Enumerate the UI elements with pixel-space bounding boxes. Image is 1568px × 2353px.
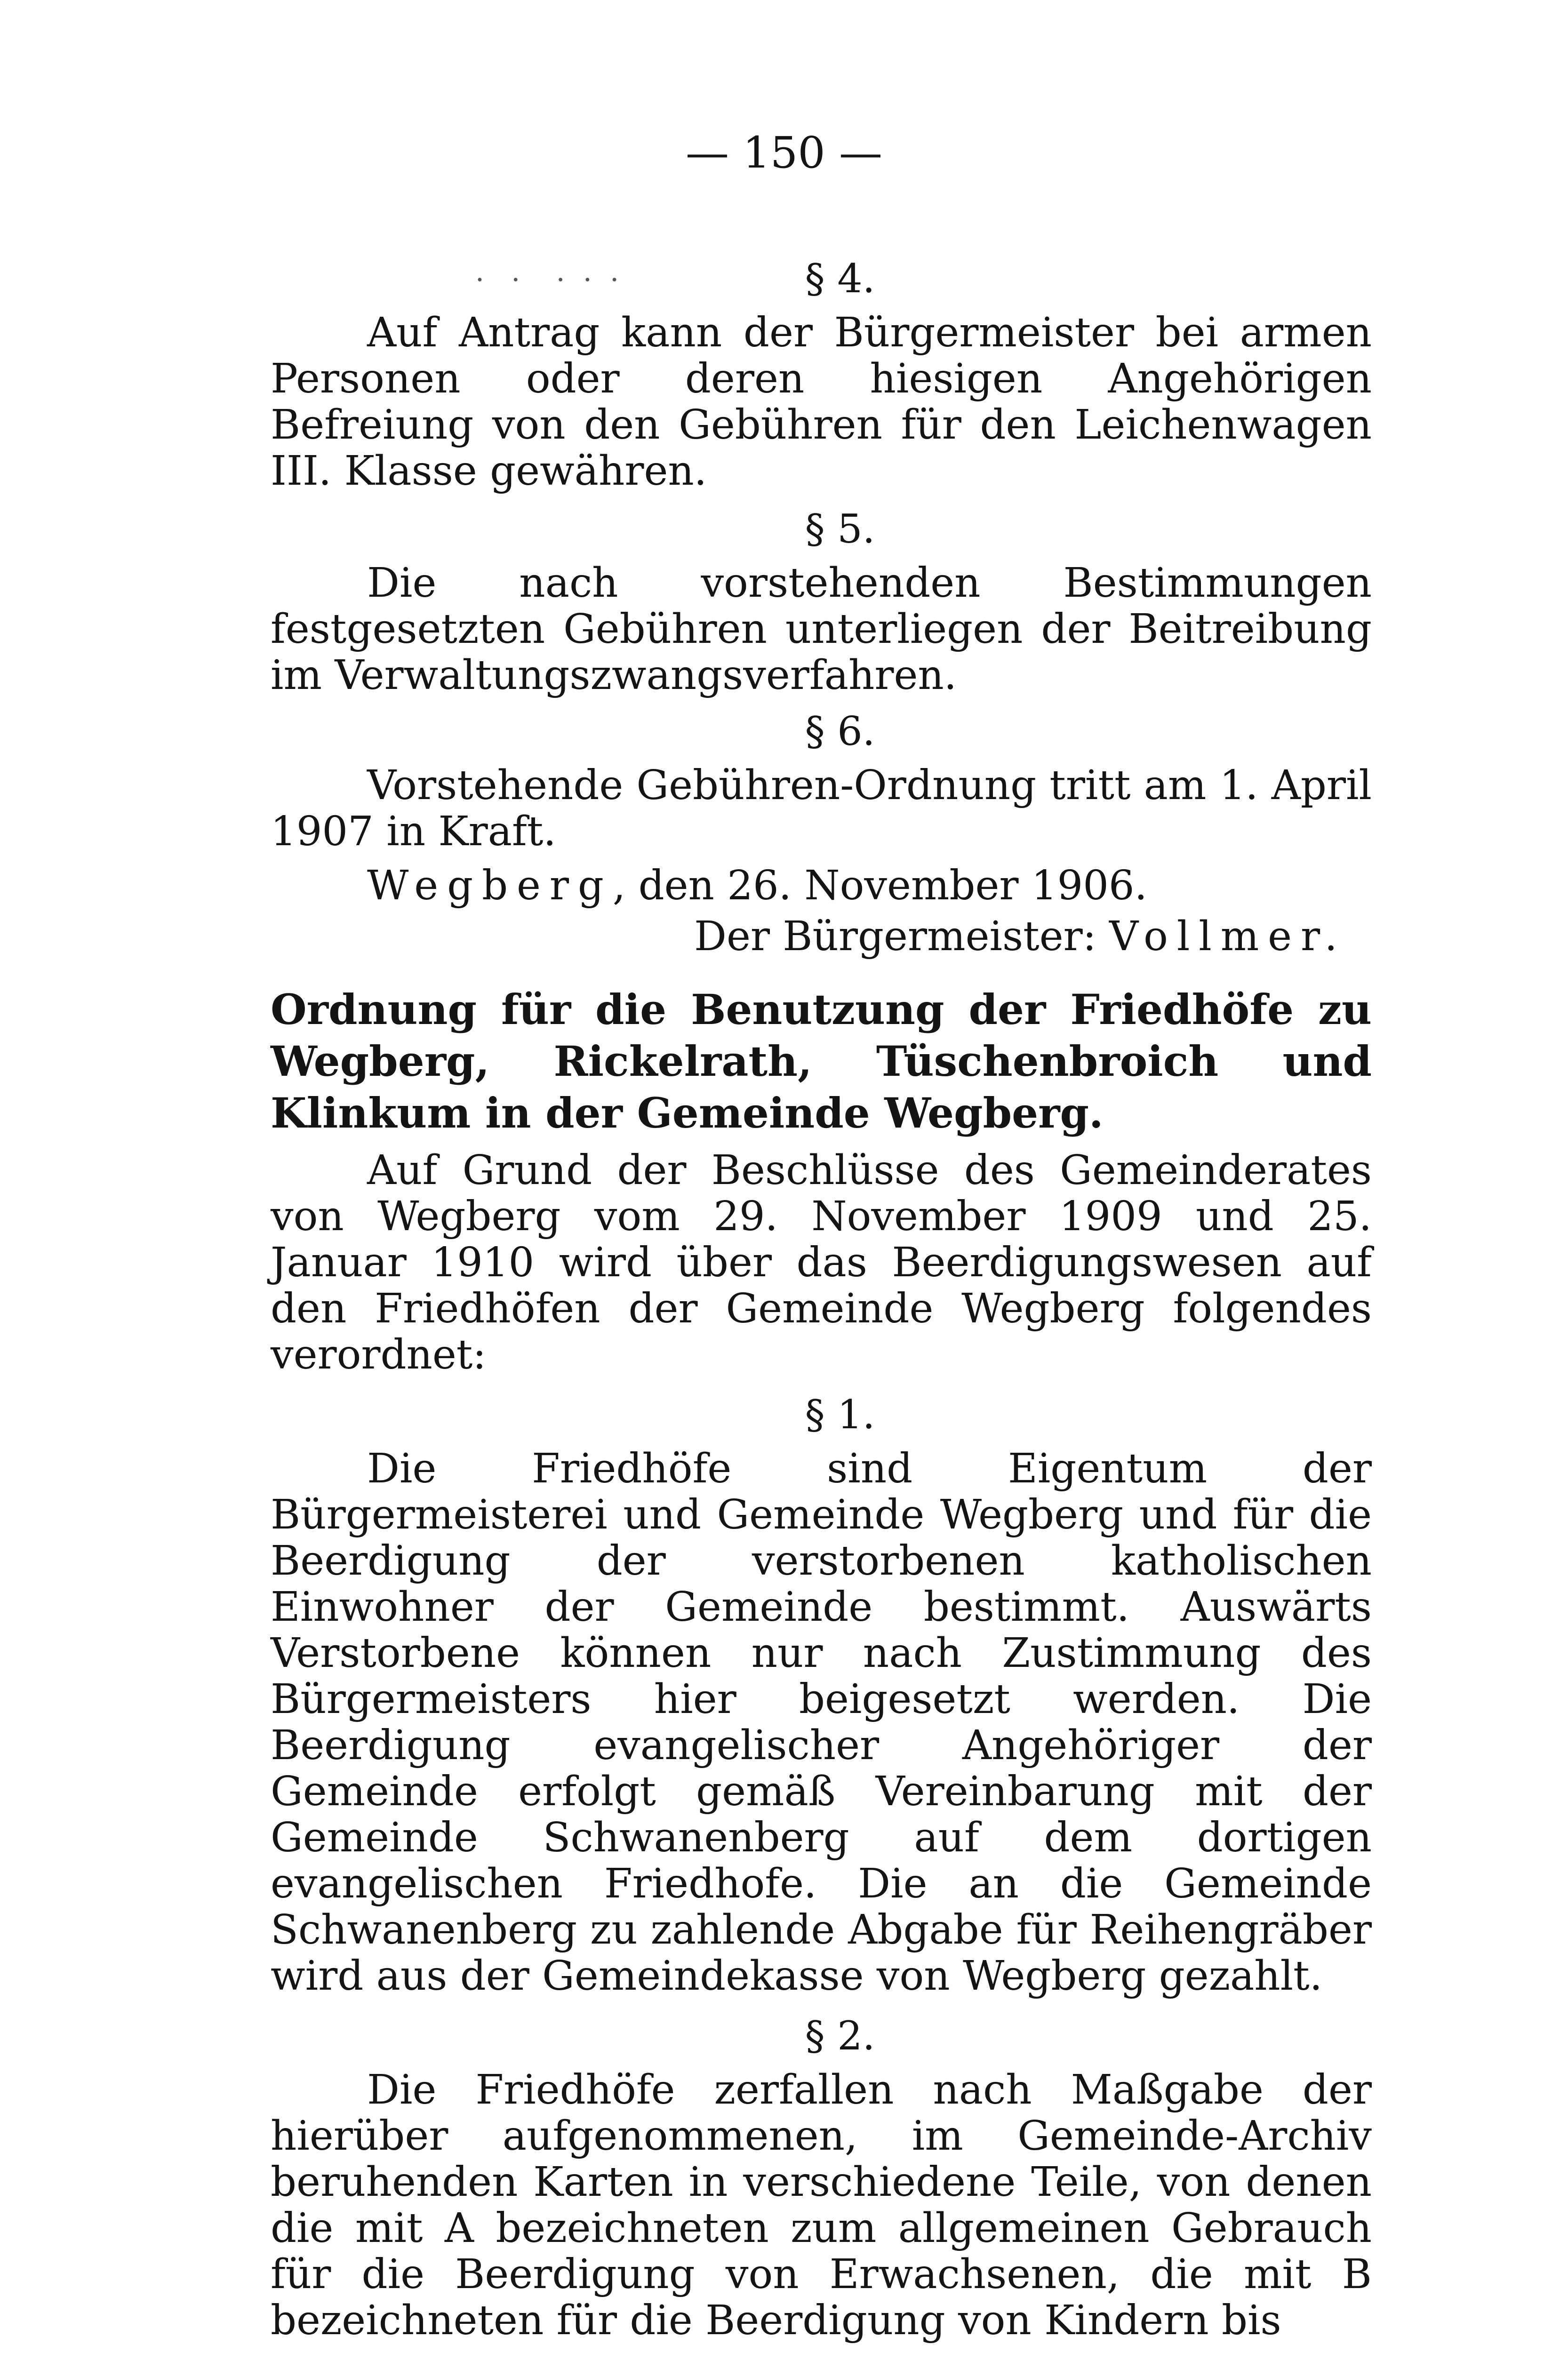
preamble-text: Auf Grund der Beschlüsse des Gemeinderates von Wegberg vom 29. November 1909 und 25. Januar 1910 wird über das Beerdigungswesen auf den Friedhöfen der Gemeinde Wegberg folgendes verordnet:: [271, 1147, 1372, 1378]
section-4-text: Auf Antrag kann der Bürgermeister bei armen Personen oder deren hiesigen Angehörigen Befreiung von den Gebühren für den Leichenwagen III. Klasse gewähren.: [271, 309, 1372, 495]
section-1-text: Die Friedhöfe sind Eigentum der Bürgermeisterei und Gemeinde Wegberg und für die Beerdigung der verstorbenen katholischen Einwohner der Gemeinde bestimmt. Auswärts Verstorbene können nur nach Zustimmung des Bürgermeisters hier beigesetzt werden. Die Beerdigung evangelischer Angehöriger der Gemeinde erfolgt gemäß Vereinbarung mit der Gemeinde Schwanenberg auf dem dortigen evangelischen Friedhofe. Die an die Gemeinde Schwanenberg zu zahlende Abgabe für Reihengräber wird aus der Gemeindekasse von Wegberg gezahlt.: [271, 1445, 1372, 2000]
place-name: Wegberg: [367, 862, 613, 909]
date-text: , den 26. November 1906.: [612, 862, 1147, 909]
section-4-heading: § 4.: [805, 256, 875, 302]
section-5-text: Die nach vorstehenden Bestimmungen festgesetzten Gebühren unterliegen der Beitreibung im Verwaltungszwangsverfahren.: [271, 560, 1372, 699]
page-number: — 150 —: [685, 128, 883, 178]
signer-title: Der Bürgermeister:: [694, 913, 1110, 960]
print-specks: · · · · ·: [475, 264, 619, 296]
signature-line: [271, 911, 1372, 962]
place-date-line: [271, 860, 1372, 911]
section-6-heading: § 6.: [805, 708, 875, 754]
regulation-title: Ordnung für die Benutzung der Friedhöfe zu Wegberg, Rickelrath, Tüschenbroich und Klinkum in der Gemeinde Wegberg.: [271, 985, 1372, 1137]
section-5-heading: § 5.: [805, 506, 875, 552]
section-6-text: Vorstehende Gebühren-Ordnung tritt am 1. April 1907 in Kraft.: [271, 762, 1372, 855]
signer-name: Vollmer.: [1109, 913, 1346, 960]
section-2-heading: § 2.: [805, 2013, 875, 2059]
fee-regulation-end: [271, 254, 1372, 962]
section-1-heading: § 1.: [805, 1392, 875, 1438]
cemetery-regulation: [271, 984, 1372, 2344]
section-2-text: Die Friedhöfe zerfallen nach Maßgabe der hierüber aufgenommenen, im Gemeinde-Archiv beruhenden Karten in verschiedene Teile, von denen die mit A bezeichneten zum allgemeinen Gebrauch für die Beerdigung von Erwachsenen, die mit B bezeichneten für die Beerdigung von Kindern bis: [271, 2066, 1372, 2344]
